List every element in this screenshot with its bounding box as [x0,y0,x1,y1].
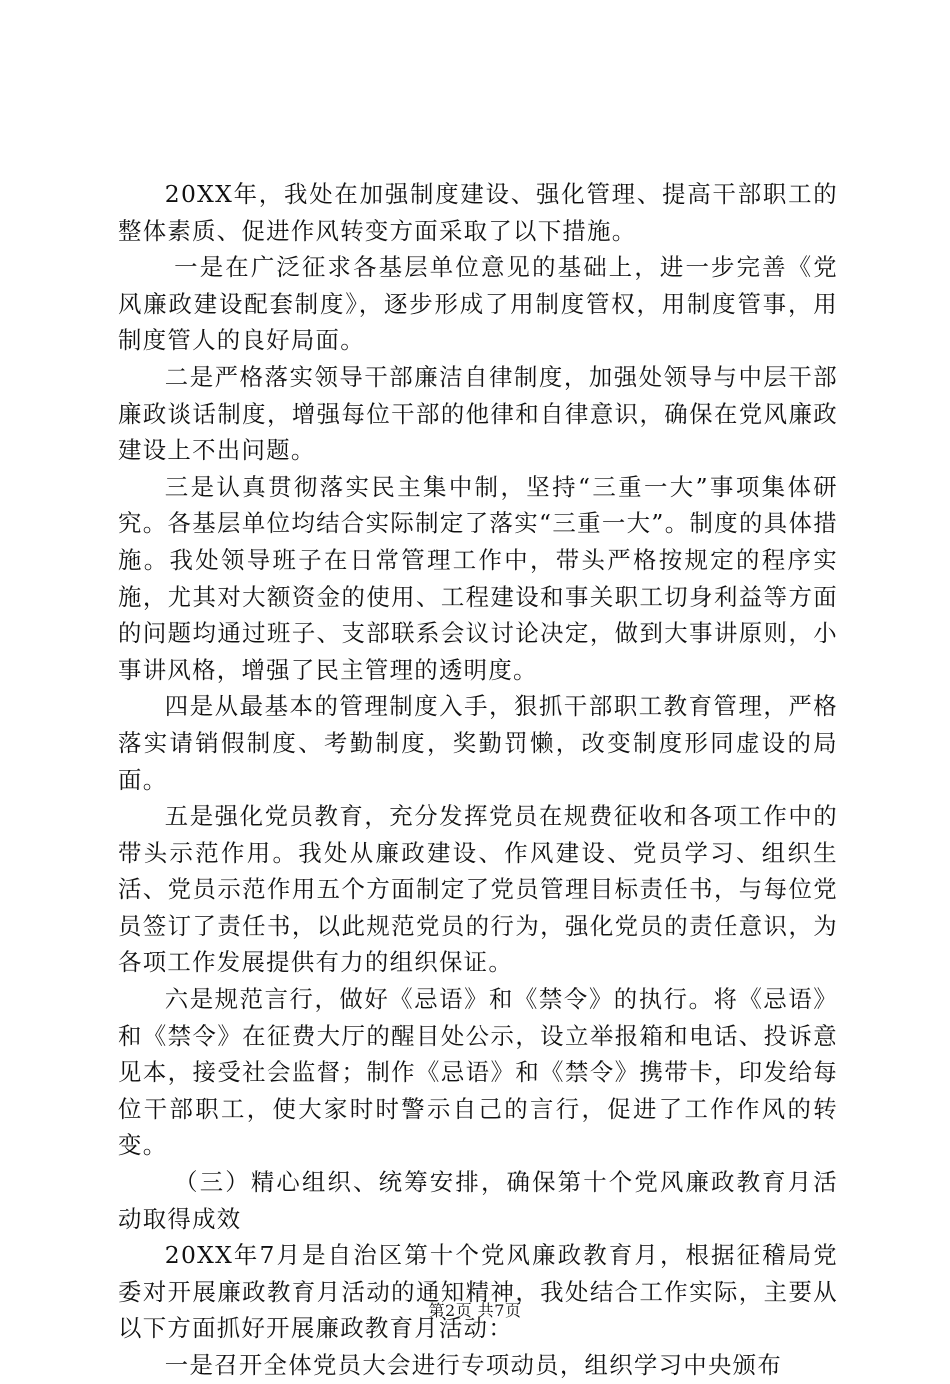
paragraph-item-2: 二是严格落实领导干部廉洁自律制度，加强处领导与中层干部廉政谈话制度，增强每位干部的他律和自律意识，确保在党风廉政建设上不出问题。 [118,362,838,465]
page-footer: 第2页 共7页 [428,1301,522,1320]
paragraph-item-5: 五是强化党员教育，充分发挥党员在规费征收和各项工作中的带头示范作用。我处从廉政建设、作风建设、党员学习、组织生活、党员示范作用五个方面制定了党员管理目标责任书，与每位党员签订了责任书，以此规范党员的行为，强化党员的责任意识，为各项工作发展提供有力的组织保证。 [118,802,838,977]
paragraph-intro: 20XX年，我处在加强制度建设、强化管理、提高干部职工的整体素质、促进作风转变方面采取了以下措施。 [118,180,838,245]
paragraph-education-item-1: 一是召开全体党员大会进行专项动员，组织学习中央颁布 [164,1351,783,1379]
document-body [118,176,838,1384]
section-heading: （三）精心组织、统筹安排，确保第十个党风廉政教育月活动取得成效 [118,1168,838,1233]
paragraph-item-4: 四是从最基本的管理制度入手，狠抓干部职工教育管理，严格落实请销假制度、考勤制度，奖勤罚懒，改变制度形同虚设的局面。 [118,692,838,794]
paragraph-item-6: 六是规范言行，做好《忌语》和《禁令》的执行。将《忌语》和《禁令》在征费大厅的醒目处公示，设立举报箱和电话、投诉意见本，接受社会监督；制作《忌语》和《禁令》携带卡，印发给每位干部职工，使大家时时警示自己的言行，促进了工作作风的转变。 [118,985,838,1160]
paragraph-item-1: 一是在广泛征求各基层单位意见的基础上，进一步完善《党风廉政建设配套制度》，逐步形成了用制度管权，用制度管事，用制度管人的良好局面。 [118,253,838,355]
paragraph-item-3: 三是认真贯彻落实民主集中制，坚持“三重一大”事项集体研究。各基层单位均结合实际制定了落实“三重一大”。制度的具体措施。我处领导班子在日常管理工作中，带头严格按规定的程序实施，尤其对大额资金的使用、工程建设和事关职工切身利益等方面的问题均通过班子、支部联系会议讨论决定，做到大事讲原则，小事讲风格，增强了民主管理的透明度。 [118,472,838,684]
paragraph-education-month: 20XX年7月是自治区第十个党风廉政教育月，根据征稽局党委对开展廉政教育月活动的通知精神，我处结合工作实际，主要从以下方面抓好开展廉政教育月活动： [118,1241,838,1343]
